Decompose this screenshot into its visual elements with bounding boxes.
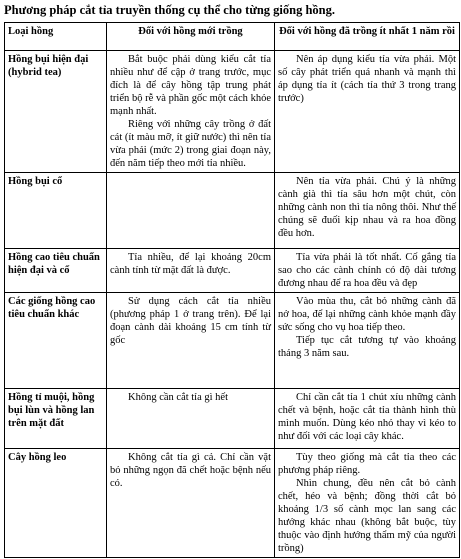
established-rose-cell (275, 293, 460, 389)
rose-type-cell: Hồng bụi cổ (5, 173, 107, 249)
cell-paragraph: Vào mùa thu, cắt bỏ những cành đã nở hoa, để lại những cành khỏe mạnh đầy sức sống cho vụ hoa tiếp theo. (278, 296, 456, 333)
table-header-row (5, 23, 460, 51)
new-rose-cell (107, 389, 275, 449)
cell-paragraph: Tiếp tục cắt tương tự vào khoảng tháng 3 năm sau. (278, 335, 456, 359)
table-row (5, 51, 460, 173)
rose-type-cell: Hồng bụi hiện đại (hybrid tea) (5, 51, 107, 173)
header-established-roses: Đối với hồng đã trồng ít nhất 1 năm rồi (275, 23, 460, 51)
table-row (5, 389, 460, 449)
header-new-roses: Đối với hồng mới trồng (107, 23, 275, 51)
new-rose-cell (107, 449, 275, 558)
established-rose-cell (275, 389, 460, 449)
cell-paragraph: Không cắt tỉa gì cả. Chỉ cần vặt bỏ những ngọn đã chết hoặc bệnh nếu có. (110, 452, 271, 489)
pruning-table (4, 22, 460, 558)
table-row (5, 449, 460, 558)
document-title: Phương pháp cắt tỉa truyền thống cụ thể cho từng giống hồng. (4, 3, 335, 17)
cell-paragraph: Chỉ cần cắt tỉa 1 chút xíu những cành chết và bệnh, hoặc cắt tỉa thành hình thù mình muốn. Dùng kéo nhỏ thay vì kéo to như đối với các loại cây khác. (278, 392, 456, 442)
cell-paragraph: Nên áp dụng kiểu tỉa vừa phải. Một số cây phát triển quá nhanh và mạnh thì áp dụng tỉa ít (cách tỉa thứ 3 trong trang trước) (278, 54, 456, 104)
new-rose-cell (107, 173, 275, 249)
table-row (5, 293, 460, 389)
table-row (5, 173, 460, 249)
table-row (5, 249, 460, 293)
new-rose-cell (107, 249, 275, 293)
cell-paragraph: Tỉa vừa phải là tốt nhất. Cố gắng tỉa sao cho các cành chính có độ dài tương đương nhau để ra hoa đều và đẹp (278, 252, 456, 289)
rose-type-cell: Hồng cao tiêu chuẩn hiện đại và cổ (5, 249, 107, 293)
cell-paragraph: Sử dụng cách cắt tỉa nhiều (phương pháp 1 ở trang trên). Để lại đoạn cành dài khoảng 15 cm tính từ gốc (110, 296, 271, 346)
established-rose-cell (275, 173, 460, 249)
established-rose-cell (275, 249, 460, 293)
rose-type-cell: Cây hồng leo (5, 449, 107, 558)
established-rose-cell (275, 449, 460, 558)
established-rose-cell (275, 51, 460, 173)
rose-type-cell: Các giống hồng cao tiêu chuẩn khác (5, 293, 107, 389)
cell-paragraph: Tùy theo giống mà cắt tỉa theo các phương pháp riêng. (278, 452, 456, 476)
header-rose-type: Loại hồng (5, 23, 107, 51)
cell-paragraph: Riêng với những cây trồng ở đất cát (ít màu mỡ, ít giữ nước) thì nên tỉa vừa phải (mức 2) trong giai đoạn này, đến năm tiếp theo mới tỉa nhiều. (110, 119, 271, 169)
cell-paragraph: Không cần cắt tỉa gì hết (128, 392, 229, 403)
rose-type-cell: Hồng tỉ muội, hồng bụi lùn và hồng lan trên mặt đất (5, 389, 107, 449)
cell-paragraph: Nên tỉa vừa phải. Chú ý là những cành già thì tỉa sâu hơn một chút, còn những cành non thì tỉa nông thôi. Như thế chúng sẽ đuối kịp nhau và ra hoa đồng đều hơn. (278, 176, 456, 239)
new-rose-cell (107, 51, 275, 173)
cell-paragraph: Bắt buộc phải dùng kiểu cắt tỉa nhiều như để cập ở trang trước, mục đích là để cây hồng tập trung phát triển bộ rễ và phần gốc một cách khỏe mạnh nhất. (110, 54, 271, 117)
cell-paragraph: Tỉa nhiều, để lại khoảng 20cm cành tính từ mặt đất là được. (110, 252, 271, 276)
cell-paragraph: Nhìn chung, đều nên cắt bỏ cành chết, héo và bệnh; đồng thời cắt bỏ khoảng 1/3 số cành mọc lan sang các hướng khác nhau (không bắt buộc, tùy thuộc vào định hướng thẩm mỹ của người trồng) (278, 478, 456, 554)
new-rose-cell (107, 293, 275, 389)
